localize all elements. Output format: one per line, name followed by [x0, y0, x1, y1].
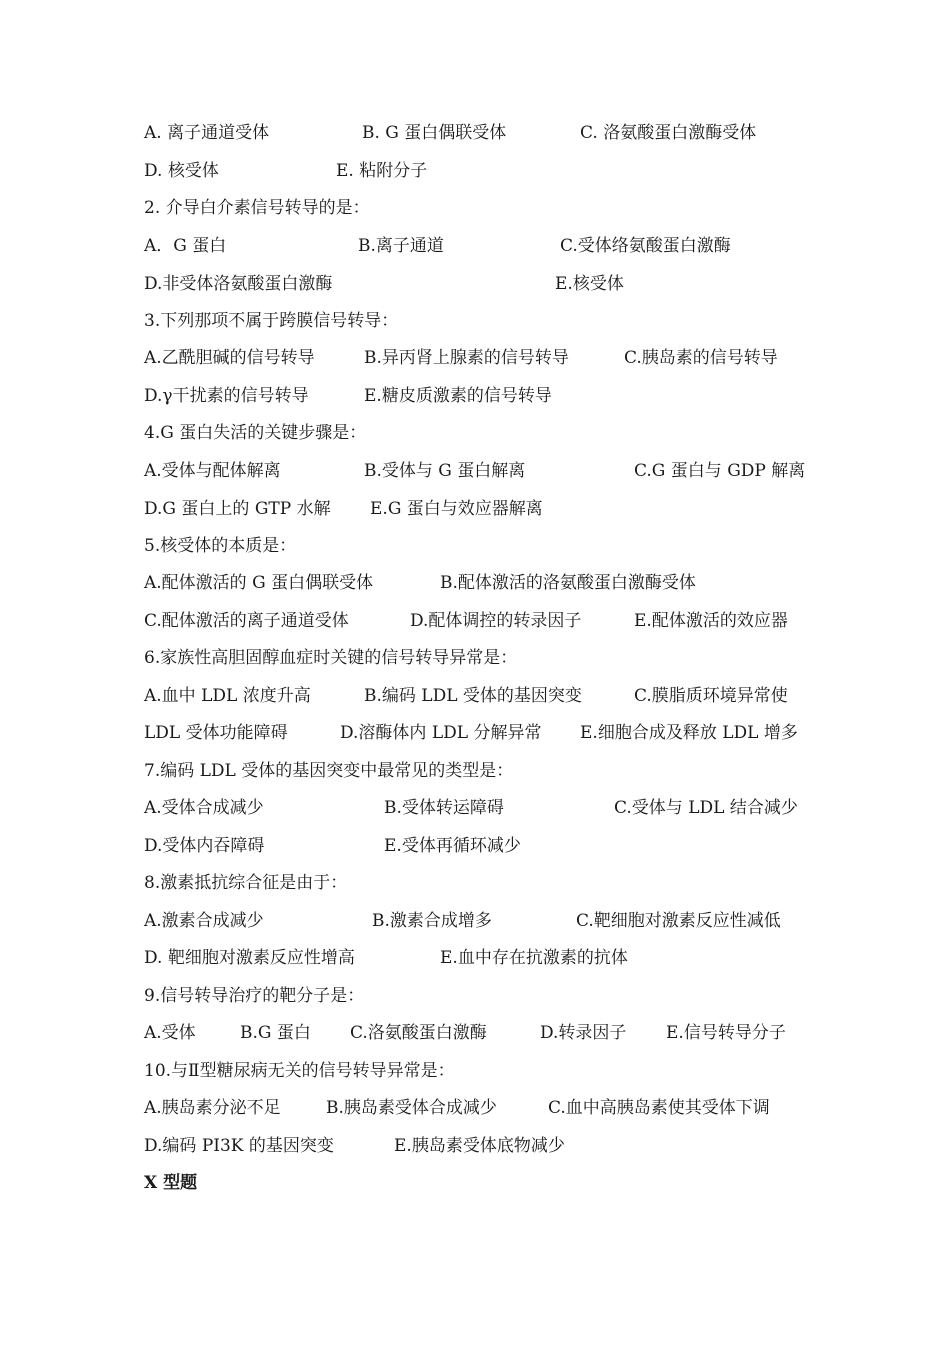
question-3: 3.下列那项不属于跨膜信号转导： [144, 311, 399, 331]
option-a: A.激素合成减少 [144, 911, 264, 931]
question-4: 4.G 蛋白失活的关键步骤是： [144, 423, 367, 443]
option-d: D.受体内吞障碍 [144, 836, 265, 856]
option-d: D.编码 PI3K 的基因突变 [144, 1136, 334, 1156]
option-e: E.G 蛋白与效应器解离 [370, 499, 543, 519]
option-c: C.G 蛋白与 GDP 解离 [634, 461, 806, 481]
option-c: C.受体与 LDL 结合减少 [614, 798, 798, 818]
option-d: D.配体调控的转录因子 [410, 611, 582, 631]
section-heading-x-type: X 型题 [144, 1173, 198, 1193]
option-d: D. 核受体 [144, 161, 219, 181]
option-a: A.受体 [144, 1023, 196, 1043]
option-b: B.编码 LDL 受体的基因突变 [364, 686, 582, 706]
option-a: A.配体激活的 G 蛋白偶联受体 [144, 573, 374, 593]
option-c: C.洛氨酸蛋白激酶 [350, 1023, 487, 1043]
option-d: D.G 蛋白上的 GTP 水解 [144, 499, 331, 519]
option-b: B.受体转运障碍 [384, 798, 504, 818]
option-d: D. 靶细胞对激素反应性增高 [144, 948, 355, 968]
question-5: 5.核受体的本质是： [144, 536, 297, 556]
option-b: B.离子通道 [358, 236, 444, 256]
option-e: E. 粘附分子 [336, 161, 428, 181]
question-6: 6.家族性高胆固醇血症时关键的信号转导异常是： [144, 648, 518, 668]
option-e: E.细胞合成及释放 LDL 增多 [580, 723, 798, 743]
question-8: 8.激素抵抗综合征是由于： [144, 873, 348, 893]
option-b: B. G 蛋白偶联受体 [362, 123, 507, 143]
option-a: A. 离子通道受体 [144, 123, 270, 143]
question-7: 7.编码 LDL 受体的基因突变中最常见的类型是： [144, 761, 514, 781]
option-a: A.受体合成减少 [144, 798, 264, 818]
option-e: E.核受体 [555, 274, 624, 294]
option-a: A.受体与配体解离 [144, 461, 281, 481]
option-b: B.G 蛋白 [240, 1023, 311, 1043]
question-2: 2. 介导白介素信号转导的是： [144, 198, 370, 218]
option-c: C.血中高胰岛素使其受体下调 [548, 1098, 770, 1118]
option-b: B.激素合成增多 [372, 911, 492, 931]
option-a: A.血中 LDL 浓度升高 [144, 686, 311, 706]
option-d: D.溶酶体内 LDL 分解异常 [340, 723, 542, 743]
option-a: A.乙酰胆碱的信号转导 [144, 348, 315, 368]
option-e: E.信号转导分子 [666, 1023, 786, 1043]
option-b: B.胰岛素受体合成减少 [326, 1098, 497, 1118]
option-c: C.膜脂质环境异常使 [634, 686, 788, 706]
option-e: E.胰岛素受体底物减少 [394, 1136, 565, 1156]
option-e: E.糖皮质激素的信号转导 [364, 386, 552, 406]
option-a: A．G 蛋白 [144, 236, 227, 256]
question-10: 10.与Ⅱ型糖尿病无关的信号转导异常是： [144, 1061, 455, 1081]
option-c: C.靶细胞对激素反应性减低 [576, 911, 781, 931]
option-e: E.血中存在抗激素的抗体 [440, 948, 628, 968]
option-d: D.γ干扰素的信号转导 [144, 386, 309, 406]
option-c: C.受体络氨酸蛋白激酶 [560, 236, 731, 256]
option-c: C.配体激活的离子通道受体 [144, 611, 349, 631]
option-e: E.受体再循环减少 [384, 836, 521, 856]
option-b: B.异丙肾上腺素的信号转导 [364, 348, 569, 368]
option-c-continued: LDL 受体功能障碍 [144, 723, 288, 743]
option-d: D.非受体洛氨酸蛋白激酶 [144, 274, 333, 294]
option-e: E.配体激活的效应器 [634, 611, 788, 631]
option-c: C.胰岛素的信号转导 [624, 348, 778, 368]
option-a: A.胰岛素分泌不足 [144, 1098, 281, 1118]
option-b: B.受体与 G 蛋白解离 [364, 461, 526, 481]
option-b: B.配体激活的洛氨酸蛋白激酶受体 [440, 573, 696, 593]
option-c: C. 洛氨酸蛋白激酶受体 [580, 123, 757, 143]
option-d: D.转录因子 [540, 1023, 627, 1043]
question-9: 9.信号转导治疗的靶分子是： [144, 986, 365, 1006]
